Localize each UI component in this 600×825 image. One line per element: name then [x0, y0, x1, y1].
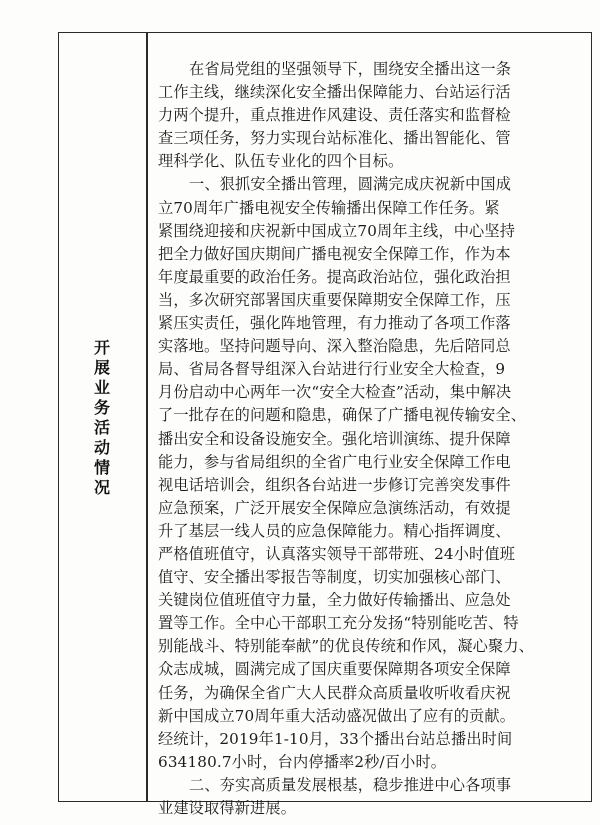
text-line: 任务，为确保全省广大人民群众高质量收听收看庆祝 [158, 683, 511, 702]
text-line: 紧压实责任，强化阵地管理，有力推动了各项工作落 [158, 314, 511, 333]
text-line: 理科学化、队伍专业化的四个目标。 [158, 152, 404, 171]
text-line: 经统计，2019年1-10月，33个播出台站总播出时间 [158, 729, 513, 748]
text-line: 新中国成立70周年重大活动盛况做出了应有的贡献。 [158, 706, 516, 725]
text-line: 别能战斗、特别能奉献”的优良传统和作风，凝心聚力、 [158, 637, 535, 656]
column-divider [146, 32, 148, 802]
text-line: 置等工作。全中心干部职工充分发扬“特别能吃苦、特 [158, 614, 519, 633]
content-cell [158, 58, 570, 820]
text-line: 二、夯实高质量发展根基，稳步推进中心各项事 [189, 775, 512, 794]
text-line: 业建设取得新进展。 [158, 799, 297, 817]
text-line: 634180.7小时，台内停播率2秒/百小时。 [158, 752, 447, 771]
text-line: 值守、安全播出零报告等制度，切实加强核心部门、 [158, 568, 511, 587]
text-line: 局、省局各督导组深入台站进行行业安全大检查，9 [158, 360, 506, 379]
text-line: 视电话培训会，组织各台站进一步修订完善突发事件 [158, 475, 511, 494]
text-line: 应急预案，广泛开展安全保障应急演练活动，有效提 [158, 498, 511, 517]
text-line: 工作主线，继续深化安全播出保障能力、台站运行活 [158, 83, 511, 102]
text-line: 能力，参与省局组织的全省广电行业安全保障工作电 [158, 452, 511, 471]
text-line: 播出安全和设备设施安全。强化培训演练、提升保障 [158, 429, 511, 448]
row-label: 开展业务活动情况 [93, 338, 110, 497]
label-cell [58, 32, 146, 802]
text-line: 把全力做好国庆期间广播电视安全保障工作，作为本 [158, 244, 511, 263]
text-line: 实落地。坚持问题导向、深入整治隐患，先后陪同总 [158, 337, 511, 356]
text-line: 月份启动中心两年一次“安全大检查”活动，集中解决 [158, 383, 512, 402]
text-line: 一、狠抓安全播出管理，圆满完成庆祝新中国成 [189, 175, 512, 194]
text-line: 年度最重要的政治任务。提高政治站位，强化政治担 [158, 267, 511, 286]
text-line: 在省局党组的坚强领导下，围绕安全播出这一条 [189, 60, 512, 78]
text-line: 众志成城，圆满完成了国庆重要保障期各项安全保障 [158, 660, 511, 679]
text-line: 查三项任务，努力实现台站标准化、播出智能化、管 [158, 129, 511, 148]
text-line: 了一批存在的问题和隐患，确保了广播电视传输安全、 [158, 406, 527, 425]
text-line: 力两个提升，重点推进作风建设、责任落实和监督检 [158, 106, 511, 125]
text-line: 严格值班值守，认真落实领导干部带班、24小时值班 [158, 544, 516, 563]
text-line: 立70周年广播电视安全传输播出保障工作任务。紧 [158, 198, 500, 217]
text-line: 升了基层一线人员的应急保障能力。精心指挥调度、 [158, 521, 511, 540]
text-line: 紧围绕迎接和庆祝新中国成立70周年主线，中心坚持 [158, 221, 516, 240]
text-line: 当，多次研究部署国庆重要保障期安全保障工作，压 [158, 290, 511, 309]
text-line: 关键岗位值班值守力量，全力做好传输播出、应急处 [158, 591, 511, 610]
